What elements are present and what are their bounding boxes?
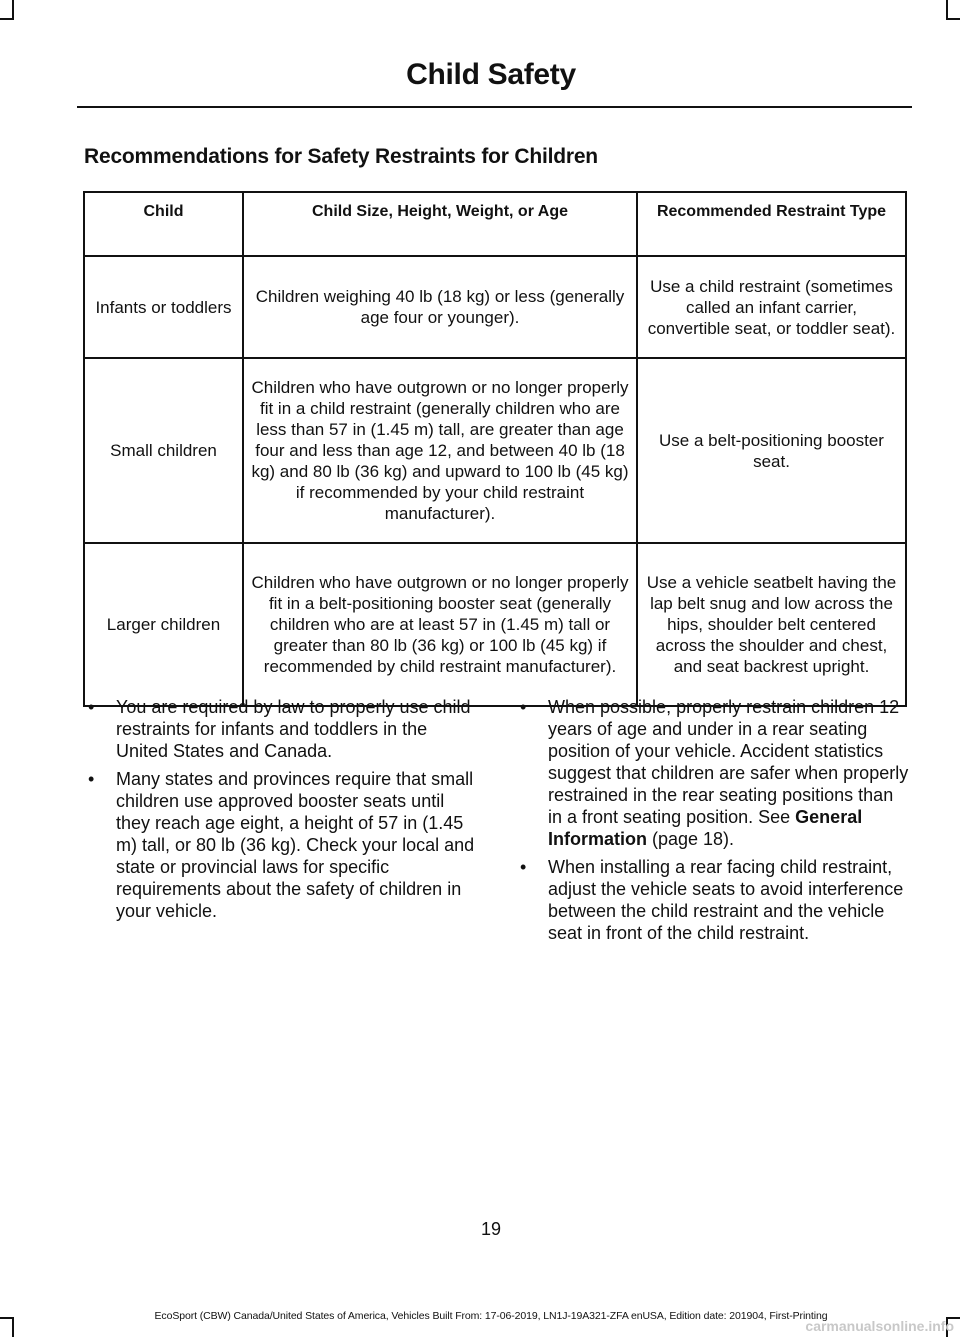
bullet-text: When possible, properly restrain children 12 years of age and under in a rear seating position of your vehicle. Accident statistics suggest that children are safer when properly restrained in the rear seating positions than in a front seating position. See xyxy=(548,697,909,827)
table-cell-child: Small children xyxy=(84,358,243,543)
table-cell-size: Children who have outgrown or no longer properly fit in a belt-positioning booster seat (generally children who are at least 57 in (1.45 m) tall or greater than 80 lb (36 kg) or 100 lb (45 kg) if recommended by child restraint manufacturer). xyxy=(243,543,637,706)
table-header-row xyxy=(84,192,906,256)
list-item xyxy=(88,696,480,762)
watermark: carmanualsonline.info xyxy=(805,1318,954,1334)
table-cell-restraint: Use a belt-positioning booster seat. xyxy=(637,358,906,543)
section-heading: Recommendations for Safety Restraints for Children xyxy=(84,145,598,168)
bullet-text: You are required by law to properly use child restraints for infants and toddlers in the United States and Canada. xyxy=(116,697,471,761)
crop-mark-top-left xyxy=(12,0,14,20)
table-cell-restraint: Use a child restraint (sometimes called an infant carrier, convertible seat, or toddler seat). xyxy=(637,256,906,358)
table-cell-restraint: Use a vehicle seatbelt having the lap belt snug and low across the hips, shoulder belt centered across the shoulder and chest, and seat backrest upright. xyxy=(637,543,906,706)
list-item xyxy=(88,768,480,922)
header-rule xyxy=(77,106,912,108)
cross-reference-link[interactable]: General Information xyxy=(548,807,863,849)
page-reference: (page 18). xyxy=(647,829,735,849)
page-number: 19 xyxy=(480,1219,502,1239)
footer-text: EcoSport (CBW) Canada/United States of America, Vehicles Built From: 17-06-2019, LN1J-19A321-ZFA enUSA, Edition date: 201904, First-Printing xyxy=(154,1310,828,1322)
bullet-icon: • xyxy=(88,769,95,789)
restraints-table xyxy=(83,191,907,707)
table-header-child: Child xyxy=(84,192,243,256)
table-cell-size: Children who have outgrown or no longer properly fit in a child restraint (generally children who are less than 57 in (1.45 m) tall, are greater than age four and less than age 12, and between 40 lb (18 kg) and 80 lb (36 kg) and upward to 100 lb (45 kg) if recommended by your child restraint manufacturer). xyxy=(243,358,637,543)
bullet-icon: • xyxy=(520,697,527,717)
crop-mark-top-left xyxy=(0,18,14,20)
bullet-list-right xyxy=(520,696,910,950)
table-header-restraint: Recommended Restraint Type xyxy=(637,192,906,256)
bullet-list-left xyxy=(88,696,480,928)
chapter-title: Child Safety xyxy=(406,58,576,91)
list-item xyxy=(520,696,910,850)
bullet-text: When installing a rear facing child restraint, adjust the vehicle seats to avoid interference between the child restraint and the vehicle seat in front of the child restraint. xyxy=(548,857,904,943)
bullet-icon: • xyxy=(520,857,527,877)
table-row xyxy=(84,543,906,706)
table-cell-child: Larger children xyxy=(84,543,243,706)
table-row xyxy=(84,256,906,358)
table-cell-size: Children weighing 40 lb (18 kg) or less (generally age four or younger). xyxy=(243,256,637,358)
crop-mark-top-right xyxy=(946,0,948,20)
table-cell-child: Infants or toddlers xyxy=(84,256,243,358)
table-row xyxy=(84,358,906,543)
crop-mark-top-right xyxy=(946,18,960,20)
bullet-text: Many states and provinces require that small children use approved booster seats until they reach age eight, a height of 57 in (1.45 m) tall, or 80 lb (36 kg). Check your local and state or provincial laws for specific requirements about the safety of children in your vehicle. xyxy=(116,769,475,921)
list-item xyxy=(520,856,910,944)
bullet-icon: • xyxy=(88,697,95,717)
table-header-size: Child Size, Height, Weight, or Age xyxy=(243,192,637,256)
